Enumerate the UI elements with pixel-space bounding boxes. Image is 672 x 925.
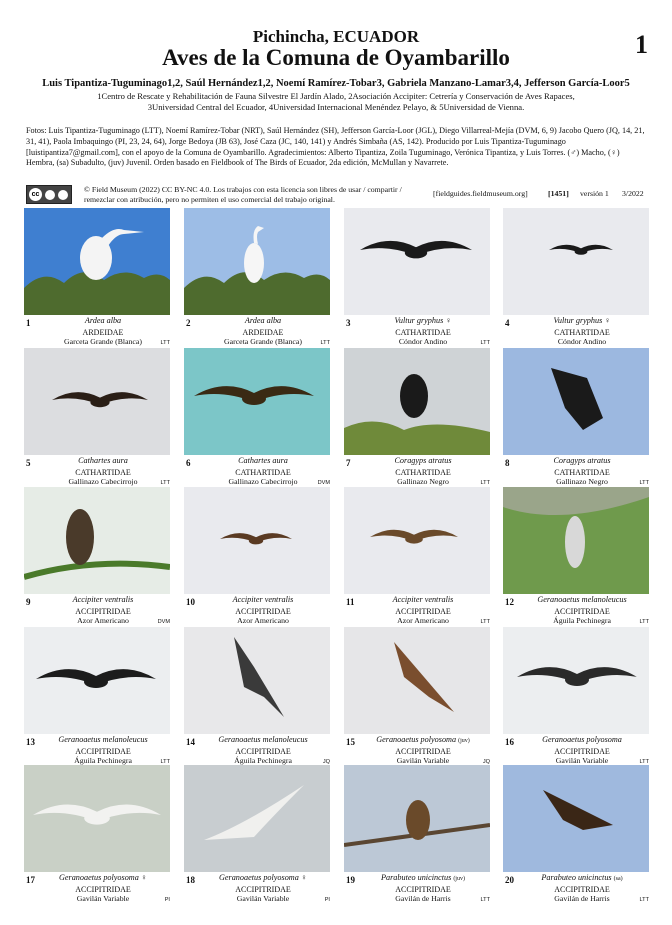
- species-card: [344, 765, 490, 905]
- species-card: [184, 348, 330, 488]
- species-number: 3: [346, 318, 351, 328]
- family-name: ACCIPITRIDAE: [395, 746, 451, 756]
- family-name: ACCIPITRIDAE: [75, 606, 131, 616]
- species-card: [344, 348, 490, 488]
- photo-credit: DVM: [317, 480, 330, 486]
- species-number: 13: [26, 737, 35, 747]
- scientific-name: Geranoaetus melanoleucus: [218, 735, 308, 744]
- scientific-name: Accipiter ventralis: [232, 595, 294, 604]
- common-name: Gallinazo Cabecirrojo: [68, 477, 138, 487]
- affiliations-line-1: 1Centro de Rescate y Rehabilitación de Fauna Silvestre El Jardín Alado, 2Asociación Accipiter: Cetrería y Conservación de Aves Rapaces,: [97, 91, 575, 101]
- species-photo: [184, 765, 330, 872]
- family-name: ACCIPITRIDAE: [235, 606, 291, 616]
- scientific-name: Geranoaetus melanoleucus: [58, 735, 148, 744]
- common-name: Gavilán Variable: [555, 756, 609, 766]
- species-number: 16: [505, 737, 514, 747]
- page-header: [0, 28, 672, 70]
- species-photo: [184, 487, 330, 594]
- species-card: [503, 487, 649, 627]
- fieldguides-link[interactable]: [fieldguides.fieldmuseum.org]: [433, 189, 528, 198]
- species-card: [24, 627, 170, 767]
- species-photo: [184, 627, 330, 734]
- photo-credit: JQ: [322, 759, 330, 765]
- species-card: [344, 487, 490, 627]
- scientific-name: Geranoaetus polyosoma (juv): [376, 735, 470, 744]
- common-name: Gallinazo Cabecirrojo: [228, 477, 298, 487]
- species-card: [503, 348, 649, 488]
- cc-license-icon: [26, 185, 72, 204]
- photo-credit: LTT: [639, 480, 649, 486]
- scientific-name: Geranoaetus melanoleucus: [537, 595, 627, 604]
- species-caption: [517, 735, 647, 766]
- species-number: 17: [26, 875, 35, 885]
- species-number: 7: [346, 458, 351, 468]
- species-card: [184, 208, 330, 348]
- photo-credit: DVM: [157, 619, 170, 625]
- species-card: [184, 765, 330, 905]
- species-number: 1: [26, 318, 31, 328]
- species-card: [24, 208, 170, 348]
- family-name: ACCIPITRIDAE: [75, 884, 131, 894]
- species-number: 5: [26, 458, 31, 468]
- scientific-name: Accipiter ventralis: [392, 595, 454, 604]
- common-name: Gavilán Variable: [76, 894, 130, 904]
- scientific-name: Geranoaetus polyosoma ♀: [58, 873, 147, 882]
- species-photo: [344, 765, 490, 872]
- species-caption: [358, 595, 488, 626]
- species-card: [344, 208, 490, 348]
- species-photo: [344, 208, 490, 315]
- common-name: Azor Americano: [77, 616, 129, 626]
- scientific-name: Vultur gryphus ♀: [553, 316, 611, 325]
- by-icon: [45, 190, 55, 200]
- photo-credit: LTT: [160, 480, 170, 486]
- species-photo: [24, 627, 170, 734]
- species-card: [184, 627, 330, 767]
- species-photo: [184, 348, 330, 455]
- photo-credit: LTT: [639, 759, 649, 765]
- species-caption: [517, 873, 647, 904]
- photo-credit: LTT: [480, 897, 490, 903]
- page-title: Aves de la Comuna de Oyambarillo: [162, 45, 510, 70]
- species-number: 18: [186, 875, 195, 885]
- species-photo: [503, 765, 649, 872]
- family-name: CATHARTIDAE: [395, 327, 451, 337]
- common-name: Gallinazo Negro: [556, 477, 608, 487]
- common-name: Azor Americano: [397, 616, 449, 626]
- license-row: [26, 185, 650, 207]
- species-photo: [24, 348, 170, 455]
- family-name: ACCIPITRIDAE: [75, 746, 131, 756]
- family-name: CATHARTIDAE: [235, 467, 291, 477]
- species-number: 11: [346, 597, 355, 607]
- common-name: Águila Pechinegra: [553, 616, 611, 626]
- common-name: Garceta Grande (Blanca): [224, 337, 302, 347]
- species-caption: [198, 456, 328, 487]
- species-caption: [517, 456, 647, 487]
- photo-credit: LTT: [160, 340, 170, 346]
- scientific-name: Cathartes aura: [238, 456, 288, 465]
- nc-icon: [58, 190, 68, 200]
- species-card: [503, 627, 649, 767]
- family-name: ACCIPITRIDAE: [395, 606, 451, 616]
- scientific-name: Geranoaetus polyosoma: [542, 735, 622, 744]
- species-photo: [24, 765, 170, 872]
- species-number: 8: [505, 458, 510, 468]
- species-caption: [358, 735, 488, 766]
- species-caption: [358, 456, 488, 487]
- family-name: CATHARTIDAE: [554, 467, 610, 477]
- family-name: CATHARTIDAE: [395, 467, 451, 477]
- species-card: [503, 765, 649, 905]
- species-caption: [38, 873, 168, 904]
- family-name: CATHARTIDAE: [554, 327, 610, 337]
- photo-credit: LTT: [320, 340, 330, 346]
- common-name: Gavilán de Harris: [554, 894, 610, 904]
- photo-credit: PI: [324, 897, 330, 903]
- common-name: Gavilán Variable: [236, 894, 290, 904]
- photo-credit: LTT: [639, 619, 649, 625]
- species-number: 10: [186, 597, 195, 607]
- species-card: [24, 348, 170, 488]
- species-number: 20: [505, 875, 514, 885]
- species-caption: [38, 735, 168, 766]
- family-name: ARDEIDAE: [242, 327, 284, 337]
- species-photo: [344, 627, 490, 734]
- species-caption: [198, 595, 328, 626]
- photo-credits: Fotos: Luis Tipantiza-Tuguminago (LTT), Noemí Ramírez-Tobar (NRT), Saúl Hernández (SH), Jefferson García-Loor (JGL), Diego Villarreal-Mejía (DVM, 6, 9) Jacobo Quero (JQ, 14, 21, 31, 41), Paola Imbaquingo (PI, 23, 24, 64), Jorge Bedoya (JB 63), José Caza (JC, 140, 141) y Andrés Simbaña (AS, 142). Producido por Luis Tipantiza-Tuguminago [luistipantiza7@gmail.com], con el apoyo de la Comuna de Oyambarillo. Agradecimientos: Alberto Tipantiza, Zoila Tuguminago, Verónica Tipantiza, y Luis Torres. (♂) Macho, (♀) Hembra, (sa) Subadulto, (juv) Juvenil. Orden basado en Fieldbook of The Birds of Ecuador, 2da edición, McMullan y Navarrete.: [26, 126, 645, 168]
- photo-credit: LTT: [480, 340, 490, 346]
- species-photo: [184, 208, 330, 315]
- species-card: [24, 765, 170, 905]
- family-name: CATHARTIDAE: [75, 467, 131, 477]
- common-name: Cóndor Andino: [398, 337, 448, 347]
- family-name: ACCIPITRIDAE: [395, 884, 451, 894]
- species-caption: [517, 595, 647, 626]
- species-card: [24, 487, 170, 627]
- species-card: [184, 487, 330, 627]
- license-text: © Field Museum (2022) CC BY-NC 4.0. Los trabajos con esta licencia son libres de usar / compartir / remezclar con atribución, pero no permiten el uso comercial del trabajo original.: [84, 185, 402, 204]
- species-photo: [24, 487, 170, 594]
- scientific-name: Ardea alba: [84, 316, 122, 325]
- region-heading: Pichincha, ECUADOR: [252, 27, 420, 46]
- species-number: 19: [346, 875, 355, 885]
- common-name: Gavilán Variable: [396, 756, 450, 766]
- common-name: Cóndor Andino: [557, 337, 607, 347]
- scientific-name: Geranoaetus polyosoma ♀: [218, 873, 307, 882]
- version-label: versión 1: [580, 189, 609, 198]
- family-name: ACCIPITRIDAE: [554, 746, 610, 756]
- species-number: 6: [186, 458, 191, 468]
- species-photo: [344, 348, 490, 455]
- photo-credit: JQ: [482, 759, 490, 765]
- scientific-name: Parabuteo unicinctus (sa): [541, 873, 623, 882]
- family-name: ACCIPITRIDAE: [554, 884, 610, 894]
- scientific-name: Ardea alba: [244, 316, 282, 325]
- species-number: 14: [186, 737, 195, 747]
- photo-credit: LTT: [639, 897, 649, 903]
- species-photo: [24, 208, 170, 315]
- affiliations: [20, 91, 652, 113]
- species-caption: [38, 595, 168, 626]
- species-caption: [198, 873, 328, 904]
- species-number: 12: [505, 597, 514, 607]
- scientific-name: Coragyps atratus: [394, 456, 452, 465]
- species-caption: [38, 456, 168, 487]
- species-photo: [503, 348, 649, 455]
- cc-logo-icon: cc: [29, 188, 42, 201]
- photo-credit: LTT: [480, 480, 490, 486]
- species-number: 2: [186, 318, 191, 328]
- species-number: 9: [26, 597, 31, 607]
- family-name: ARDEIDAE: [82, 327, 124, 337]
- common-name: Gavilán de Harris: [395, 894, 451, 904]
- species-card: [503, 208, 649, 348]
- family-name: ACCIPITRIDAE: [554, 606, 610, 616]
- species-caption: [198, 735, 328, 766]
- scientific-name: Parabuteo unicinctus (juv): [381, 873, 465, 882]
- species-number: 4: [505, 318, 510, 328]
- photo-credit: PI: [164, 897, 170, 903]
- species-number: 15: [346, 737, 355, 747]
- species-photo: [503, 487, 649, 594]
- author-list: Luis Tipantiza-Tuguminago1,2, Saúl Hernández1,2, Noemí Ramírez-Tobar3, Gabriela Manzano-Lamar3,4, Jefferson García-Loor5: [42, 78, 630, 89]
- species-caption: [358, 316, 488, 347]
- species-card: [344, 627, 490, 767]
- scientific-name: Vultur gryphus ♀: [394, 316, 452, 325]
- species-caption: [38, 316, 168, 347]
- scientific-name: Coragyps atratus: [553, 456, 611, 465]
- scientific-name: Cathartes aura: [78, 456, 128, 465]
- species-caption: [198, 316, 328, 347]
- species-caption: [517, 316, 647, 347]
- species-photo: [503, 627, 649, 734]
- species-photo: [344, 487, 490, 594]
- photo-credit: LTT: [160, 759, 170, 765]
- common-name: Azor Americano: [237, 616, 289, 626]
- scientific-name: Accipiter ventralis: [72, 595, 134, 604]
- common-name: Gallinazo Negro: [397, 477, 449, 487]
- page-number: 1: [635, 30, 648, 59]
- photo-credit: LTT: [480, 619, 490, 625]
- family-name: ACCIPITRIDAE: [235, 884, 291, 894]
- species-photo: [503, 208, 649, 315]
- common-name: Águila Pechinegra: [74, 756, 132, 766]
- date-label: 3/2022: [622, 189, 644, 198]
- family-name: ACCIPITRIDAE: [235, 746, 291, 756]
- affiliations-line-2: 3Universidad Central del Ecuador, 4Universidad Internacional Menéndez Pelayo, & 5Universidad de Vienna.: [147, 102, 525, 112]
- species-caption: [358, 873, 488, 904]
- common-name: Águila Pechinegra: [234, 756, 292, 766]
- guide-id: [1451]: [548, 189, 569, 198]
- common-name: Garceta Grande (Blanca): [64, 337, 142, 347]
